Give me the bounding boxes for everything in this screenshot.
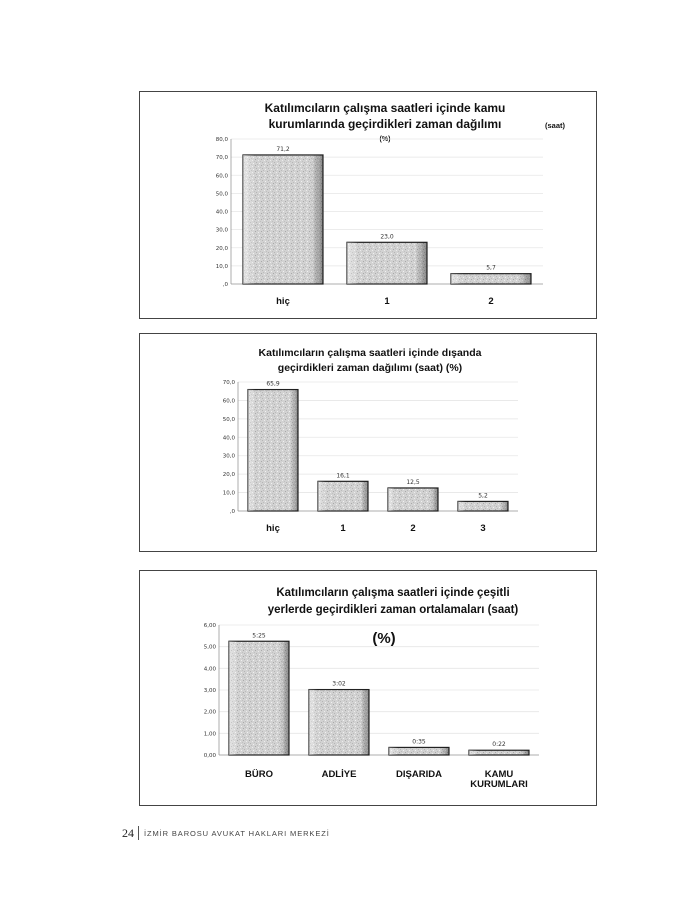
page-number: 24 — [122, 825, 134, 840]
chart-title-line: yerlerde geçirdikleri zaman ortalamaları (saat) — [267, 604, 519, 616]
y-tick-label: 10,0 — [215, 263, 228, 270]
x-category-label: 2 — [410, 523, 416, 534]
y-tick-label: 3,00 — [203, 688, 216, 694]
chart-title-line: Katılımcıların çalışma saatleri içinde kamu — [264, 101, 506, 115]
x-category-label: KURUMLARI — [470, 779, 528, 790]
chart-title-line: geçirdikleri zaman dağılımı (saat) (%) — [277, 362, 463, 374]
x-category-label: hiç — [276, 296, 290, 307]
y-tick-label: ,0 — [229, 509, 235, 515]
footer-organization: İZMİR BAROSU AVUKAT HAKLARI MERKEZİ — [144, 828, 330, 838]
y-tick-label: 30,0 — [222, 453, 235, 460]
x-category-label: 1 — [384, 296, 390, 307]
bar-value-label: 5,7 — [486, 264, 496, 272]
x-category-label: 2 — [488, 296, 494, 307]
bar-value-label: 23,0 — [380, 233, 394, 241]
y-tick-label: 1,00 — [203, 731, 216, 738]
bar-shade — [309, 690, 369, 755]
y-tick-label: 6,00 — [203, 623, 216, 629]
bar-value-label: 65,9 — [266, 380, 280, 388]
y-tick-label: 40,0 — [215, 209, 228, 216]
chart-title-line: kurumlarında geçirdikleri zaman dağılımı — [268, 117, 502, 131]
chart-1-svg — [140, 92, 596, 318]
chart-disarida — [139, 333, 597, 552]
bar-shade — [388, 488, 438, 511]
bar-value-label: 71,2 — [276, 145, 290, 153]
y-tick-label: 70,0 — [222, 380, 235, 386]
bar-shade — [451, 274, 531, 284]
x-category-label: ADLİYE — [321, 769, 357, 780]
x-category-label: DIŞARIDA — [396, 769, 442, 780]
bar-value-label: 5:25 — [252, 632, 266, 640]
x-category-label: hiç — [266, 523, 280, 534]
chart-kamu-kurumlari — [139, 91, 597, 319]
x-category-label: 3 — [480, 523, 486, 534]
chart-title-line: Katılımcıların çalışma saatleri içinde çeşitli — [276, 587, 510, 599]
y-tick-label: ,0 — [222, 282, 228, 288]
y-tick-label: 60,0 — [215, 173, 228, 180]
bar-value-label: 0:35 — [412, 738, 426, 746]
y-tick-label: 20,0 — [222, 472, 235, 479]
y-tick-label: 10,0 — [222, 490, 235, 497]
bar-shade — [248, 390, 298, 511]
bar-shade — [458, 501, 508, 511]
chart-unit-label: (%) — [372, 630, 396, 647]
bar-shade — [469, 750, 529, 755]
y-tick-label: 5,00 — [203, 644, 216, 651]
chart-unit-label: (%) — [379, 136, 391, 143]
y-tick-label: 60,0 — [222, 398, 235, 405]
bar-value-label: 0:22 — [492, 741, 506, 749]
x-category-label: BÜRO — [245, 769, 273, 780]
y-tick-label: 20,0 — [215, 245, 228, 252]
y-tick-label: 80,0 — [215, 137, 228, 143]
chart-title-suffix: (saat) — [545, 121, 566, 130]
y-tick-label: 50,0 — [222, 416, 235, 423]
x-category-label: KAMU — [484, 769, 514, 780]
y-tick-label: 30,0 — [215, 227, 228, 234]
bar-value-label: 5,2 — [478, 492, 488, 500]
bar-shade — [318, 481, 368, 511]
y-tick-label: 2,00 — [203, 709, 216, 716]
bar-value-label: 12,5 — [406, 478, 420, 486]
bar-shade — [243, 155, 323, 284]
chart-2-svg — [140, 334, 596, 551]
chart-ortalamalar — [139, 570, 597, 806]
footer-divider — [138, 826, 139, 840]
y-tick-label: 70,0 — [215, 155, 228, 162]
y-tick-label: 40,0 — [222, 435, 235, 442]
x-category-label: 1 — [340, 523, 346, 534]
page-footer — [122, 826, 330, 840]
bar-value-label: 16,1 — [336, 472, 350, 480]
bar-shade — [389, 747, 449, 755]
bar-value-label: 3:02 — [332, 680, 346, 688]
bar-shade — [347, 242, 427, 284]
y-tick-label: 4,00 — [203, 666, 216, 673]
chart-title-line: Katılımcıların çalışma saatleri içinde dışanda — [258, 347, 482, 359]
chart-3-svg — [140, 571, 596, 805]
y-tick-label: 50,0 — [215, 191, 228, 198]
y-tick-label: 0,00 — [203, 753, 216, 759]
bar-shade — [229, 641, 289, 755]
